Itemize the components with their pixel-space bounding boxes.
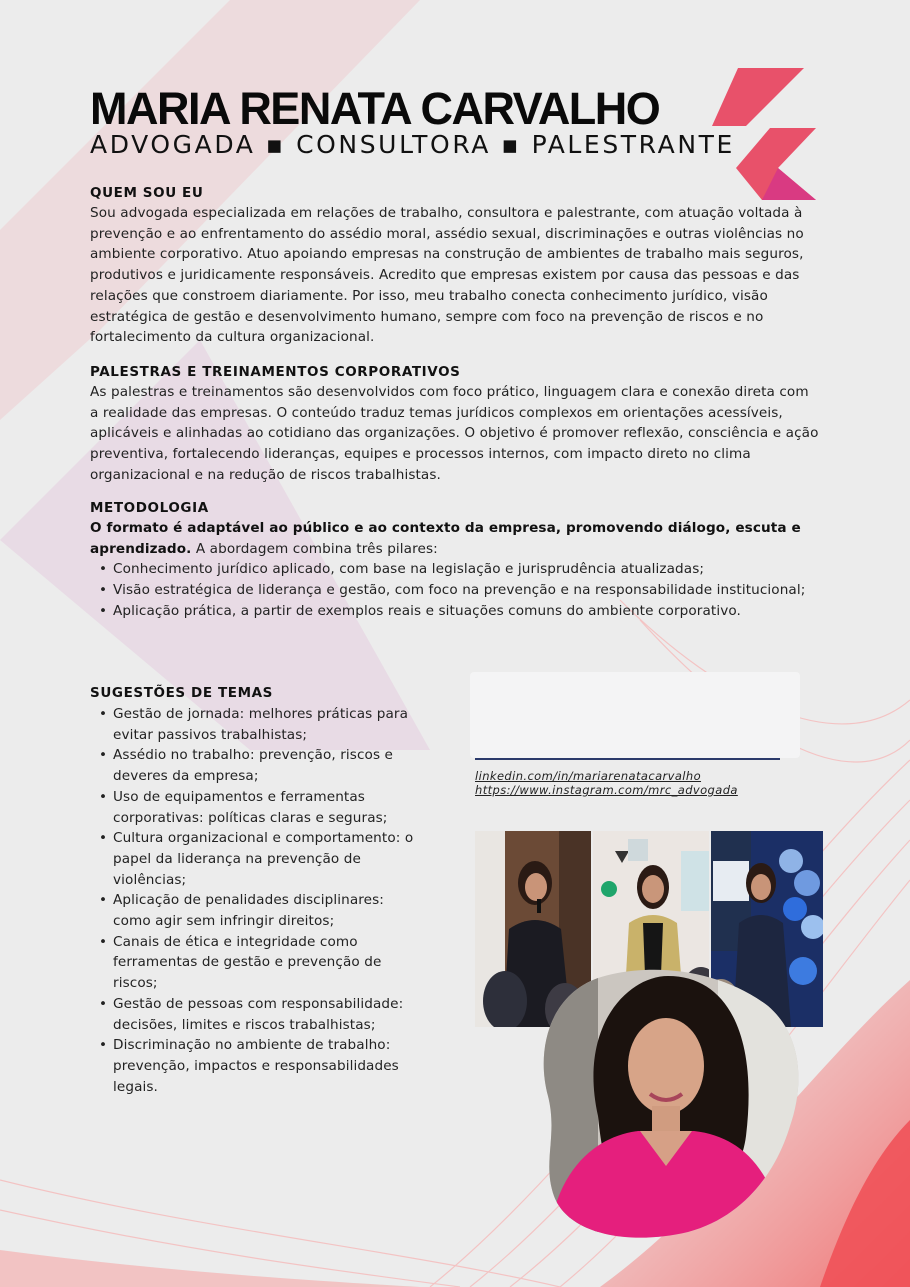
list-item: • Assédio no trabalho: prevenção, riscos e deveres da empresa; — [113, 745, 420, 786]
page-title: MARIA RENATA CARVALHO — [90, 83, 660, 134]
list-item: • Conhecimento jurídico aplicado, com base na legislação e jurisprudência atualizadas; — [113, 559, 820, 580]
list-item: • Gestão de pessoas com responsabilidade: decisões, limites e riscos trabalhistas; — [113, 994, 420, 1035]
profile-photo — [528, 966, 802, 1238]
list-item: • Cultura organizacional e comportamento: o papel da liderança na prevenção de violências; — [113, 828, 420, 890]
contact-links — [475, 769, 805, 797]
methodology-intro-bold: O formato é adaptável ao público e ao contexto da empresa, promovendo diálogo, escuta e aprendizado. — [90, 520, 801, 557]
methodology-intro — [90, 518, 820, 559]
list-item: • Uso de equipamentos e ferramentas corporativas: políticas claras e seguras; — [113, 787, 420, 828]
topics-heading: SUGESTÕES DE TEMAS — [90, 685, 274, 701]
list-item: • Discriminação no ambiente de trabalho: prevenção, impactos e responsabilidades legais. — [113, 1035, 420, 1097]
about-text: Sou advogada especializada em relações de trabalho, consultora e palestrante, com atuação voltada à prevenção e ao enfrentamento do assédio moral, assédio sexual, discriminações e outras violências no ambiente corporativo. Atuo apoiando empresas na construção de ambientes de trabalho mais seguros, produtivos e juridicamente responsáveis. Acredito que empresas existem por causa das pessoas e das relações que constroem diariamente. Por isso, meu trabalho conecta conhecimento jurídico, visão estratégica de gestão e desenvolvimento humano, sempre com foco na prevenção de riscos e no fortalecimento da cultura organizacional. — [90, 205, 804, 346]
methodology-section — [90, 498, 820, 622]
professional-roles: ADVOGADA ▪ CONSULTORA ▪ PALESTRANTE — [90, 130, 735, 159]
about-section — [90, 183, 820, 348]
list-item: • Canais de ética e integridade como ferramentas de gestão e prevenção de riscos; — [113, 932, 420, 994]
methodology-heading: METODOLOGIA — [90, 500, 209, 516]
list-item: • Aplicação prática, a partir de exemplos reais e situações comuns do ambiente corporativo. — [113, 601, 820, 622]
topics-list — [90, 704, 420, 1097]
list-item: • Aplicação de penalidades disciplinares: como agir sem infringir direitos; — [113, 890, 420, 931]
talks-text: As palestras e treinamentos são desenvolvidos com foco prático, linguagem clara e conexão direta com a realidade das empresas. O conteúdo traduz temas jurídicos complexos em orientações acessíveis, aplicáveis e alinhadas ao cotidiano das organizações. O objetivo é promover reflexão, consciência e ação preventiva, fortalecendo lideranças, equipes e processos internos, com impacto direto no clima organizacional e na redução de riscos trabalhistas. — [90, 384, 819, 483]
instagram-link[interactable]: https://www.instagram.com/mrc_advogada — [475, 783, 738, 797]
topics-section — [90, 683, 420, 1097]
contact-divider — [475, 758, 780, 760]
methodology-pillars — [90, 559, 820, 621]
linkedin-link[interactable]: linkedin.com/in/mariarenatacarvalho — [475, 769, 702, 783]
talks-heading: PALESTRAS E TREINAMENTOS CORPORATIVOS — [90, 364, 461, 380]
about-heading: QUEM SOU EU — [90, 185, 204, 201]
contact-box — [470, 672, 800, 758]
talks-section — [90, 362, 820, 486]
methodology-intro-rest: A abordagem combina três pilares: — [191, 540, 438, 557]
list-item: • Gestão de jornada: melhores práticas para evitar passivos trabalhistas; — [113, 704, 420, 745]
list-item: • Visão estratégica de liderança e gestão, com foco na prevenção e na responsabilidade institucional; — [113, 580, 820, 601]
brand-logo-icon — [708, 66, 820, 202]
